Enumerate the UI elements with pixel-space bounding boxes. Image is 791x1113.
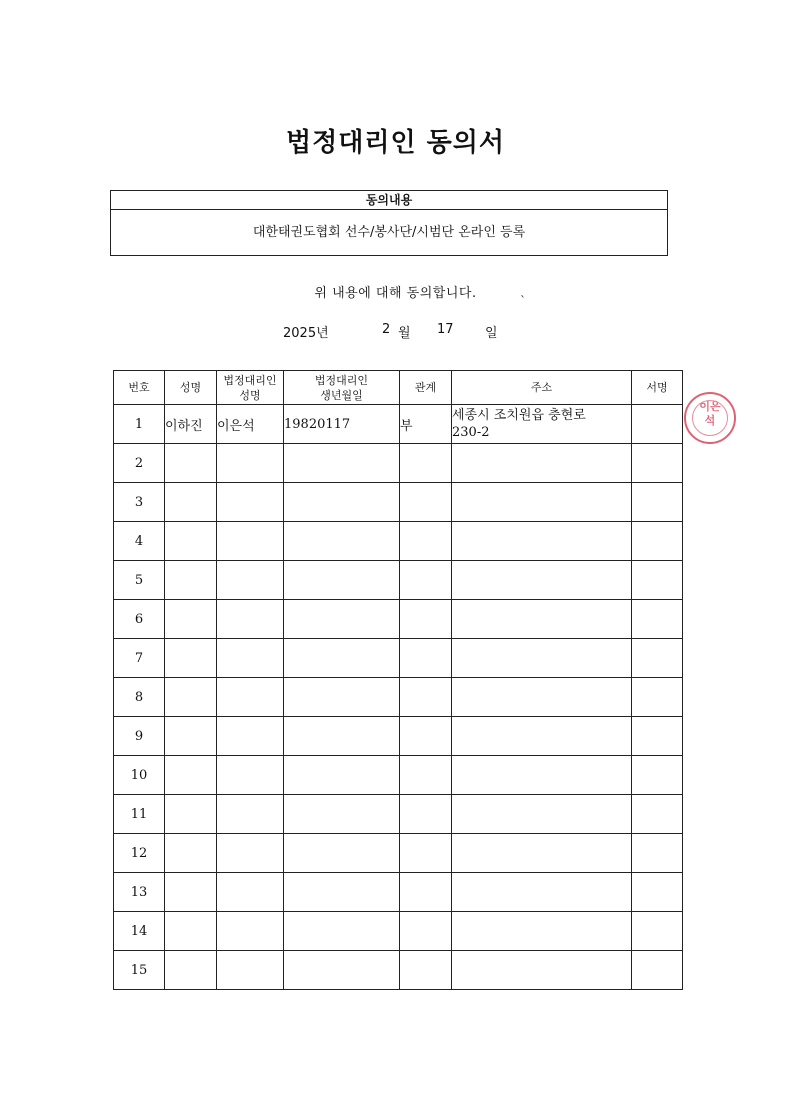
cell-name: [165, 678, 217, 717]
cell-guardian-birth: 19820117: [284, 405, 400, 444]
cell-guardian-name: [217, 483, 284, 522]
cell-no: 8: [114, 678, 165, 717]
cell-signature: [632, 678, 683, 717]
cell-relation: [400, 795, 452, 834]
cell-signature: [632, 717, 683, 756]
cell-signature: [632, 834, 683, 873]
cell-address: [452, 795, 632, 834]
header-name: 성명: [165, 371, 217, 405]
header-signature: 서명: [632, 371, 683, 405]
cell-no: 1: [114, 405, 165, 444]
table-row: [114, 951, 683, 990]
cell-signature: [632, 639, 683, 678]
header-guardian-birth-line2: 생년월일: [320, 388, 363, 402]
cell-guardian-name: [217, 600, 284, 639]
cell-address: [452, 756, 632, 795]
cell-address: [452, 444, 632, 483]
cell-relation: [400, 600, 452, 639]
header-guardian-birth: [284, 371, 400, 405]
header-no: 번호: [114, 371, 165, 405]
table-row: [114, 444, 683, 483]
cell-signature: [632, 912, 683, 951]
cell-address: [452, 561, 632, 600]
seal-text-2: 석: [704, 414, 716, 427]
cell-signature: [632, 444, 683, 483]
cell-guardian-birth: [284, 834, 400, 873]
cell-no: 6: [114, 600, 165, 639]
cell-relation: [400, 912, 452, 951]
cell-guardian-birth: [284, 561, 400, 600]
agree-statement: 위 내용에 대해 동의합니다.: [314, 286, 477, 301]
cell-name: [165, 951, 217, 990]
table-header-row: [114, 371, 683, 405]
cell-guardian-name: [217, 834, 284, 873]
table-row: [114, 834, 683, 873]
cell-guardian-name: [217, 444, 284, 483]
cell-name: 이하진: [165, 405, 217, 444]
stray-mark: `: [520, 294, 526, 308]
cell-signature: [632, 951, 683, 990]
date-day-value: 17: [437, 322, 454, 337]
cell-guardian-birth: [284, 483, 400, 522]
cell-name: [165, 483, 217, 522]
cell-relation: [400, 444, 452, 483]
cell-relation: [400, 522, 452, 561]
cell-name: [165, 717, 217, 756]
cell-guardian-name: 이은석: [217, 405, 284, 444]
header-address: 주소: [452, 371, 632, 405]
cell-signature: [632, 756, 683, 795]
header-guardian-name: [217, 371, 284, 405]
cell-relation: [400, 483, 452, 522]
cell-guardian-name: [217, 561, 284, 600]
cell-signature: [632, 522, 683, 561]
cell-guardian-birth: [284, 951, 400, 990]
cell-signature: [632, 873, 683, 912]
cell-name: [165, 795, 217, 834]
cell-guardian-name: [217, 912, 284, 951]
date-month-label: 월: [398, 326, 411, 341]
cell-guardian-name: [217, 717, 284, 756]
cell-address: [452, 483, 632, 522]
cell-address: [452, 522, 632, 561]
cell-name: [165, 600, 217, 639]
cell-guardian-name: [217, 795, 284, 834]
cell-signature: [632, 405, 683, 444]
cell-signature: [632, 795, 683, 834]
cell-guardian-name: [217, 756, 284, 795]
cell-guardian-birth: [284, 756, 400, 795]
cell-guardian-name: [217, 678, 284, 717]
cell-relation: [400, 717, 452, 756]
cell-no: 12: [114, 834, 165, 873]
table-row: [114, 483, 683, 522]
cell-address: [452, 873, 632, 912]
cell-relation: [400, 834, 452, 873]
cell-guardian-birth: [284, 795, 400, 834]
cell-relation: [400, 639, 452, 678]
table-row: [114, 678, 683, 717]
cell-no: 13: [114, 873, 165, 912]
cell-address: [452, 678, 632, 717]
cell-name: [165, 561, 217, 600]
seal-text-1: 이은: [699, 400, 721, 413]
cell-no: 5: [114, 561, 165, 600]
header-guardian-name-line2: 성명: [239, 388, 261, 402]
table-row: [114, 873, 683, 912]
consent-box: [110, 190, 668, 256]
cell-no: 10: [114, 756, 165, 795]
table-row: [114, 795, 683, 834]
cell-guardian-birth: [284, 717, 400, 756]
cell-relation: [400, 561, 452, 600]
cell-relation: [400, 678, 452, 717]
cell-address: [452, 912, 632, 951]
cell-signature: [632, 483, 683, 522]
cell-name: [165, 912, 217, 951]
cell-relation: [400, 756, 452, 795]
cell-relation: [400, 873, 452, 912]
seal-inner-ring: [692, 400, 728, 436]
address-line-2: 230-2: [452, 425, 490, 440]
cell-no: 3: [114, 483, 165, 522]
date-day-label: 일: [485, 326, 498, 341]
registration-table: [113, 370, 683, 990]
table-row: [114, 756, 683, 795]
cell-no: 9: [114, 717, 165, 756]
cell-guardian-name: [217, 639, 284, 678]
cell-guardian-birth: [284, 444, 400, 483]
cell-address: [452, 834, 632, 873]
date-month-value: 2: [382, 322, 391, 337]
cell-guardian-birth: [284, 639, 400, 678]
cell-guardian-name: [217, 873, 284, 912]
table-row: [114, 639, 683, 678]
table-row: [114, 600, 683, 639]
header-relation: 관계: [400, 371, 452, 405]
cell-no: 7: [114, 639, 165, 678]
cell-address: [452, 717, 632, 756]
header-guardian-birth-line1: 법정대리인: [314, 373, 369, 387]
cell-guardian-birth: [284, 522, 400, 561]
cell-name: [165, 756, 217, 795]
cell-guardian-birth: [284, 600, 400, 639]
cell-no: 11: [114, 795, 165, 834]
header-guardian-name-line1: 법정대리인: [223, 373, 277, 387]
cell-address: [452, 951, 632, 990]
address-line-1: 세종시 조치원읍 충현로: [452, 408, 586, 423]
cell-no: 4: [114, 522, 165, 561]
cell-address: [452, 639, 632, 678]
cell-name: [165, 834, 217, 873]
table-row: [114, 522, 683, 561]
cell-guardian-name: [217, 951, 284, 990]
cell-guardian-name: [217, 522, 284, 561]
cell-guardian-birth: [284, 678, 400, 717]
cell-address: [452, 405, 632, 444]
document-title: 법정대리인 동의서: [286, 128, 505, 158]
table-row: [114, 717, 683, 756]
cell-no: 2: [114, 444, 165, 483]
signature-seal: [684, 392, 736, 444]
cell-name: [165, 522, 217, 561]
table-row: [114, 405, 683, 444]
cell-name: [165, 873, 217, 912]
consent-body: 대한태권도협회 선수/봉사단/시범단 온라인 등록: [252, 225, 526, 240]
cell-name: [165, 444, 217, 483]
cell-no: 15: [114, 951, 165, 990]
cell-guardian-birth: [284, 912, 400, 951]
cell-address: [452, 600, 632, 639]
cell-guardian-birth: [284, 873, 400, 912]
cell-no: 14: [114, 912, 165, 951]
cell-signature: [632, 600, 683, 639]
table-row: [114, 561, 683, 600]
table-row: [114, 912, 683, 951]
cell-relation: 부: [400, 405, 452, 444]
cell-name: [165, 639, 217, 678]
cell-signature: [632, 561, 683, 600]
cell-relation: [400, 951, 452, 990]
consent-header: 동의내용: [111, 191, 667, 210]
date-year: 2025년: [283, 326, 329, 341]
